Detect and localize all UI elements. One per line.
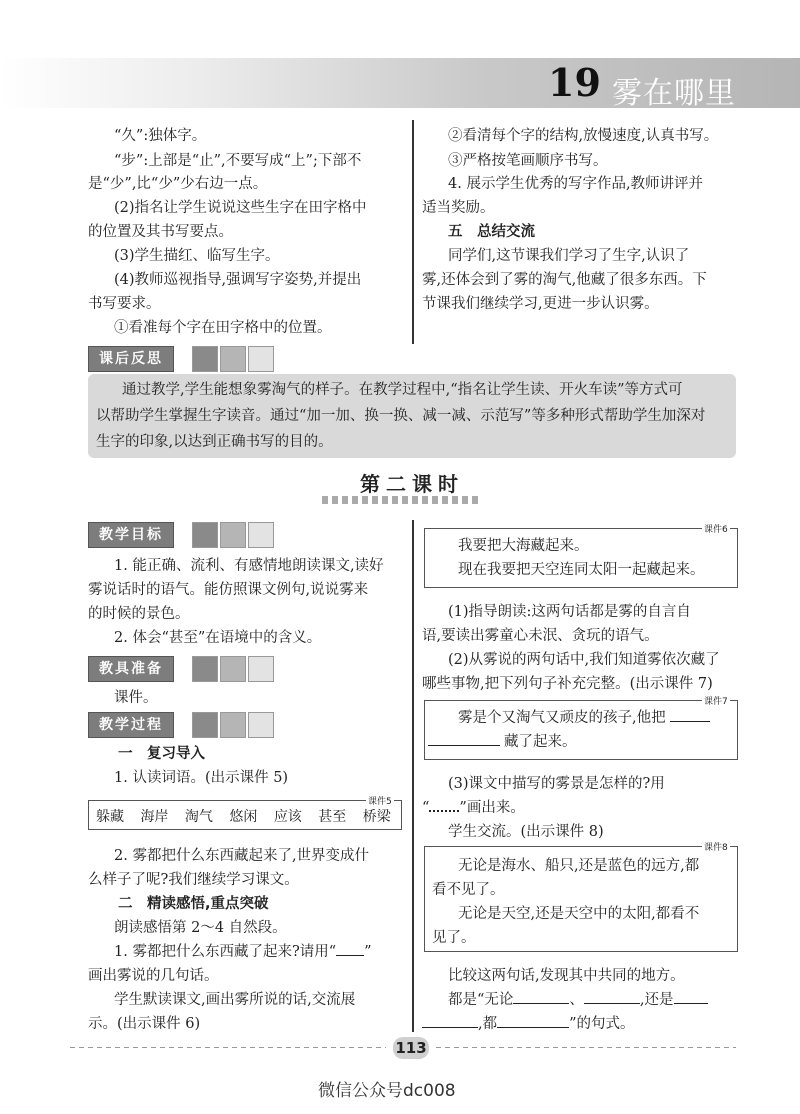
fill-blank xyxy=(336,941,364,956)
text-line: 雾,还体会到了雾的淘气,他藏了很多东西。下 xyxy=(422,272,707,288)
text-fragment: 藏了起来。 xyxy=(504,734,577,750)
text-line: 么样子了呢?我们继续学习课文。 xyxy=(88,872,299,888)
fill-blank xyxy=(513,989,569,1004)
text-line: 画出雾说的几句话。 xyxy=(88,968,219,984)
text-line: 的时候的景色。 xyxy=(88,606,190,622)
courseware-8-tag: 课件8 xyxy=(702,840,730,853)
courseware-6-tag: 课件6 xyxy=(702,522,730,535)
page-number: 113 xyxy=(393,1037,429,1059)
card-line: 见了。 xyxy=(432,930,476,946)
text-line: ①看准每个字在田字格中的位置。 xyxy=(114,320,332,336)
word: 海岸 xyxy=(140,809,169,825)
card-line: 无论是天空,还是天空中的太阳,都看不 xyxy=(458,906,700,922)
text-line: ②看清每个字的结构,放慢速度,认真书写。 xyxy=(448,128,719,144)
text-fragment: ” xyxy=(364,944,372,960)
card-line xyxy=(458,706,710,730)
tag-square xyxy=(248,712,274,738)
reflection-line: 生字的印象,以达到正确书写的目的。 xyxy=(96,434,333,450)
text-line xyxy=(422,796,525,820)
text-line: 学生默读课文,画出雾所说的话,交流展 xyxy=(114,992,356,1008)
tag-square xyxy=(192,656,218,682)
tag-square xyxy=(248,656,274,682)
text-line: 哪些事物,把下列句子补充完整。(出示课件 7) xyxy=(422,676,713,692)
text-line: 同学们,这节课我们学习了生字,认识了 xyxy=(448,248,690,264)
reflection-tag: 课后反思 xyxy=(88,346,174,372)
lesson-number: 19 xyxy=(548,60,601,105)
text-line: 适当奖励。 xyxy=(422,200,495,216)
card-line: 现在我要把天空连同太阳一起藏起来。 xyxy=(458,562,705,578)
second-lesson-title: 第二课时 xyxy=(360,472,464,496)
text-line: 1. 认读词语。(出示课件 5) xyxy=(114,770,289,786)
footer-dash-right xyxy=(436,1047,736,1048)
word: 甚至 xyxy=(318,809,347,825)
section-heading: 一 复习导入 xyxy=(118,746,205,762)
fill-blank xyxy=(422,1013,478,1028)
courseware-5-tag: 课件5 xyxy=(366,794,394,807)
fill-blank xyxy=(670,707,710,722)
word-row xyxy=(96,806,391,826)
text-line: 示。(出示课件 6) xyxy=(88,1016,201,1032)
text-fragment: ”的句式。 xyxy=(569,1016,635,1032)
text-line: 的位置及其书写要点。 xyxy=(88,224,233,240)
text-fragment: ,都 xyxy=(478,1016,498,1032)
text-line: 是“少”,比“少”少右边一点。 xyxy=(88,176,268,192)
tag-square xyxy=(248,522,274,548)
title-dots xyxy=(322,496,482,504)
tag-square xyxy=(248,346,274,372)
text-fragment: ”画出来。 xyxy=(459,800,525,816)
text-line: 语,要读出雾童心未泯、贪玩的语气。 xyxy=(422,628,659,644)
text-line: “久”:独体字。 xyxy=(114,128,207,144)
text-line: 雾说话时的语气。能仿照课文例句,说说雾来 xyxy=(88,582,369,598)
text-line xyxy=(114,940,372,964)
tag-square xyxy=(220,522,246,548)
text-line: 课件。 xyxy=(114,690,158,706)
text-line: ③严格按笔画顺序书写。 xyxy=(448,153,608,169)
footer-dash-left xyxy=(70,1047,386,1048)
text-line: 学生交流。(出示课件 8) xyxy=(448,824,604,840)
word: 悠闲 xyxy=(229,809,258,825)
fill-blank xyxy=(584,989,640,1004)
section-heading: 二 精读感悟,重点突破 xyxy=(118,896,269,912)
text-line: “步”:上部是“止”,不要写成“上”;下部不 xyxy=(114,153,362,169)
tag-square xyxy=(192,346,218,372)
text-line: 2. 雾都把什么东西藏起来了,世界变成什 xyxy=(114,848,370,864)
card-line: 无论是海水、船只,还是蓝色的远方,都 xyxy=(458,858,700,874)
tag-square xyxy=(220,346,246,372)
section-heading: 五 总结交流 xyxy=(448,224,535,240)
text-line: 比较这两句话,发现其中共同的地方。 xyxy=(448,968,685,984)
text-line: 4. 展示学生优秀的写字作品,教师讲评并 xyxy=(448,176,704,192)
text-fragment: 雾是个又淘气又顽皮的孩子,他把 xyxy=(458,710,666,726)
text-line: 2. 体会“甚至”在语境中的含义。 xyxy=(114,630,322,646)
tag-square xyxy=(220,712,246,738)
text-fragment: 1. 雾都把什么东西藏了起来?请用“ xyxy=(114,944,337,960)
text-fragment: 都是“无论 xyxy=(448,992,514,1008)
text-line: 1. 能正确、流利、有感情地朗读课文,读好 xyxy=(114,558,384,574)
word: 躲藏 xyxy=(96,809,124,825)
fill-blank xyxy=(428,731,500,746)
word: 应该 xyxy=(273,809,302,825)
watermark-text: 微信公众号dc008 xyxy=(318,1081,456,1101)
wavy-line-mark xyxy=(429,810,459,812)
word: 桥梁 xyxy=(362,809,391,825)
prep-tag: 教具准备 xyxy=(88,656,174,682)
text-fragment: “ xyxy=(422,800,430,816)
fill-blank xyxy=(674,989,708,1004)
text-line: (3)学生描红、临写生字。 xyxy=(114,248,280,264)
text-line xyxy=(422,1012,635,1036)
column-divider-top xyxy=(412,120,414,344)
text-line: 书写要求。 xyxy=(88,296,161,312)
process-tag: 教学过程 xyxy=(88,712,174,738)
text-fragment: 、 xyxy=(569,992,584,1008)
word: 淘气 xyxy=(184,809,213,825)
fill-blank xyxy=(497,1013,569,1028)
text-line: (1)指导朗读:这两句话都是雾的自言自 xyxy=(448,604,691,620)
tag-square xyxy=(192,712,218,738)
text-line xyxy=(448,988,708,1012)
reflection-line: 通过教学,学生能想象雾淘气的样子。在教学过程中,“指名让学生读、开火车读”等方式可 xyxy=(122,382,683,398)
text-line: 节课我们继续学习,更进一步认识雾。 xyxy=(422,296,659,312)
tag-square xyxy=(192,522,218,548)
card-line: 看不见了。 xyxy=(432,882,505,898)
goals-tag: 教学目标 xyxy=(88,522,174,548)
lesson-title: 雾在哪里 xyxy=(612,76,736,111)
text-line: (3)课文中描写的雾景是怎样的?用 xyxy=(448,776,665,792)
text-fragment: ,还是 xyxy=(639,992,674,1008)
card-line xyxy=(428,730,577,754)
courseware-7-tag: 课件7 xyxy=(702,694,730,707)
tag-square xyxy=(220,656,246,682)
card-line: 我要把大海藏起来。 xyxy=(458,538,589,554)
reflection-line: 以帮助学生掌握生字读音。通过“加一加、换一换、减一减、示范写”等多种形式帮助学生加深对 xyxy=(96,408,706,424)
column-divider-bottom xyxy=(412,520,414,1032)
text-line: 朗读感悟第 2～4 自然段。 xyxy=(114,920,287,936)
text-line: (4)教师巡视指导,强调写字姿势,并提出 xyxy=(114,272,362,288)
text-line: (2)从雾说的两句话中,我们知道雾依次藏了 xyxy=(448,652,720,668)
text-line: (2)指名让学生说说这些生字在田字格中 xyxy=(114,200,367,216)
